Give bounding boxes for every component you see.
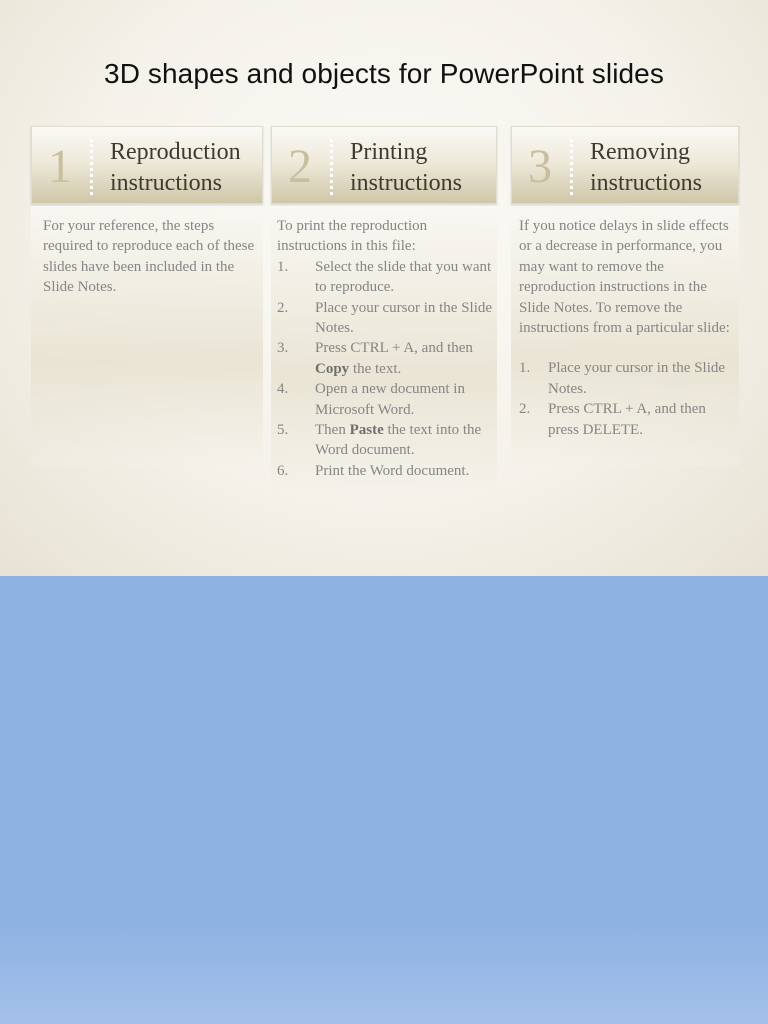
dotted-separator [570, 139, 573, 195]
list-item: 5. Then Paste the text into the Word document. [277, 422, 482, 459]
panel-header [31, 126, 263, 204]
steps-list [277, 257, 493, 481]
list-item: 2. Place your cursor in the Slide Notes. [277, 299, 493, 337]
blank-area [0, 576, 768, 1024]
panel-intro: For your reference, the steps required to reproduce each of these slides have been included in the Slide Notes. [43, 218, 255, 296]
list-item: 1. Place your cursor in the Slide Notes. [519, 360, 726, 397]
list-item: 3. Press CTRL + A, and then Copy the text. [277, 340, 473, 377]
panel-heading: Reproduction instructions [110, 139, 241, 196]
panel-printing [271, 126, 497, 493]
panel-number: 2 [288, 140, 312, 193]
panel-intro: If you notice delays in slide effects or a decrease in performance, you may want to remove the reproduction instructions in the Slide Notes. To remove the instructions from a particular slide: [519, 218, 730, 337]
dotted-separator [330, 139, 333, 195]
panel-reproduction [31, 126, 263, 466]
list-item: 1. Select the slide that you want to reproduce. [277, 258, 492, 296]
panel-intro: To print the reproduction instructions in this file: [277, 218, 428, 255]
steps-list [519, 358, 735, 440]
panel-removing [511, 126, 739, 466]
panel-body [271, 206, 497, 493]
panel-body [511, 206, 739, 466]
panel-number: 3 [528, 140, 552, 193]
panel-header [511, 126, 739, 204]
list-item: 2. Press CTRL + A, and then press DELETE. [519, 401, 706, 438]
list-item: 6. Print the Word document. [277, 462, 470, 479]
panel-number: 1 [48, 140, 72, 193]
slide-title: 3D shapes and objects for PowerPoint slides [104, 58, 664, 89]
list-item: 4. Open a new document in Microsoft Word. [277, 381, 465, 418]
panel-heading: Removing instructions [590, 139, 702, 196]
panel-header [271, 126, 497, 204]
panel-heading: Printing instructions [350, 139, 462, 196]
panel-body [31, 206, 263, 466]
dotted-separator [90, 139, 93, 195]
